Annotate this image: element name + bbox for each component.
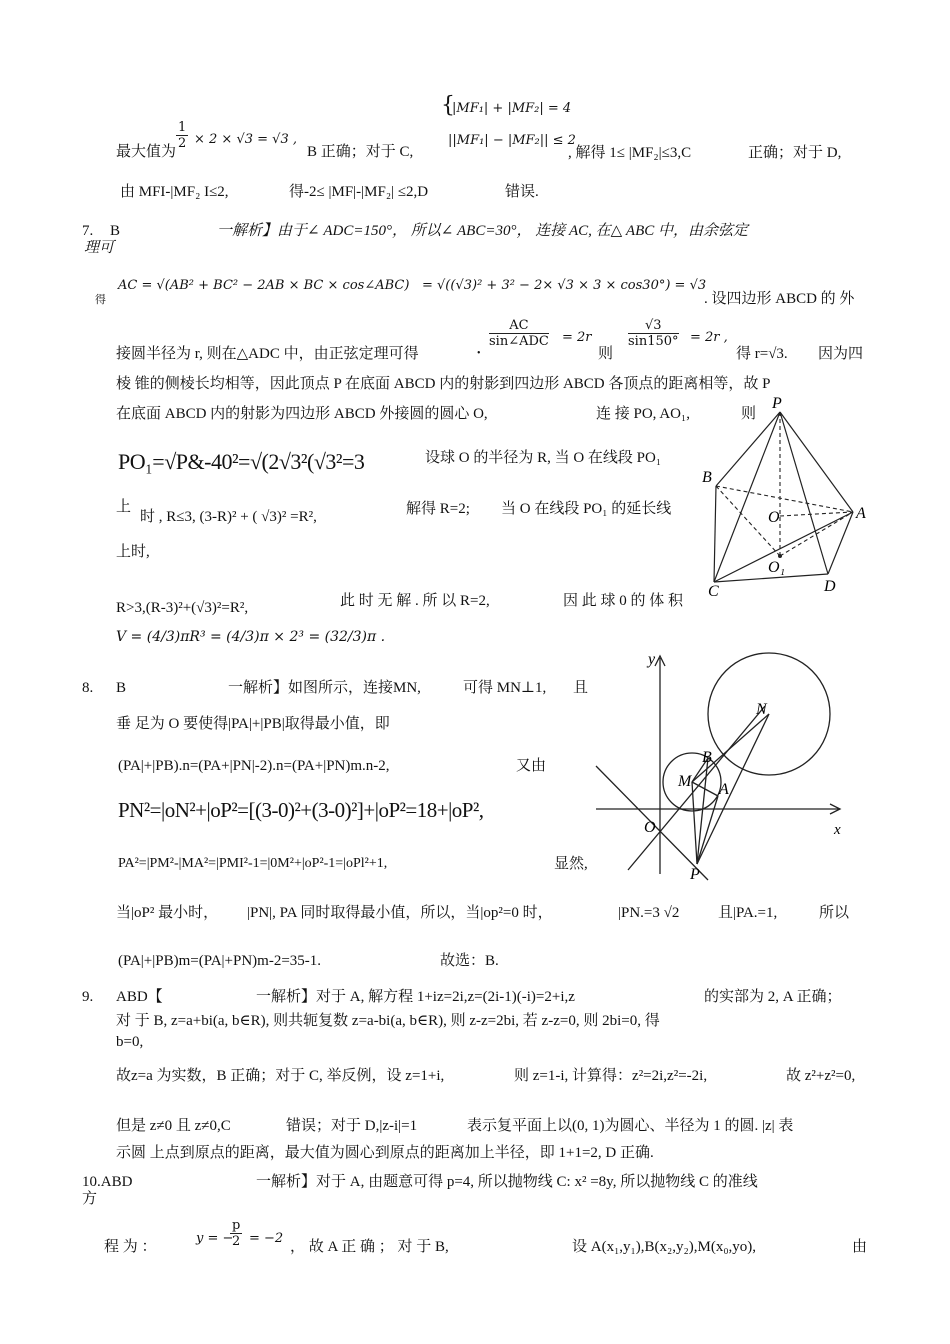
p6-line2-a: 由 MFI-|MF₂ I≤2,: [120, 184, 229, 200]
label-A: A: [719, 781, 729, 798]
system-eq2: ||MF₁| − |MF₂|| ≤ 2: [448, 133, 576, 148]
q7-volume: V = (4/3)πR³ = (4/3)π × 2³ = (32/3)π .: [116, 629, 386, 645]
q7-line4-b: 则: [598, 346, 614, 362]
label-P: P: [690, 866, 700, 883]
q7-line4-c: 得 r=√3.: [736, 346, 788, 362]
q7-de: 得: [95, 294, 106, 306]
q8-line1-c: 且: [573, 680, 589, 696]
q9-line2: 对 于 B, z=a+bi(a, b∈R), 则共轭复数 z=a-bi(a, b∈R), 则 z-z=2bi, 若 z-z=0, 则 2bi=0, 得: [116, 1013, 660, 1029]
q10-number: 10.ABD: [82, 1174, 133, 1190]
q7-cosine-formula: AC = √(AB² + BC² − 2AB × BC × cos∠ABC): [118, 278, 410, 293]
q9-line4-a: 故z=a 为实数，B 正确；对于 C, 举反例，设 z=1+i,: [116, 1068, 445, 1084]
label-B: B: [702, 469, 712, 486]
q7-line8-d: 当 O 在线段 PO₁ 的延长线: [501, 501, 672, 517]
fraction-denominator: 2: [178, 136, 187, 151]
q7-sin150-eq: = 2r ,: [690, 330, 728, 345]
q7-line5: 棱 锥的侧棱长均相等，因此顶点 P 在底面 ABCD 内的射影到四边形 ABCD 各顶点的距离相等，故 P: [116, 376, 771, 392]
q7-line10-b: 此 时 无 解 . 所 以 R=2,: [340, 593, 490, 609]
fraction-numerator: p: [232, 1218, 241, 1233]
q9-line4-b: 则 z=1-i, 计算得：z²=2i,z²=-2i,: [514, 1068, 708, 1084]
q8-line6-a: (PA|+|PB)m=(PA|+PN)m-2=35-1.: [118, 953, 322, 969]
pyramid-figure: [700, 395, 880, 600]
q10-line2-b: ， 故 A 正 确 ； 对 于 B,: [290, 1239, 449, 1255]
q8-line3-b: 又由: [516, 758, 547, 774]
label-B: B: [702, 749, 712, 766]
p6-line1-lead: 最大值为: [116, 144, 177, 160]
q7-answer: B: [110, 223, 121, 239]
axis-x-label: x: [834, 822, 841, 838]
q7-line8-a: 上: [116, 499, 132, 515]
q9-line1-b: 的实部为 2, A 正确；: [704, 989, 842, 1005]
q7-line10-a: R>3,(R-3)²+(√3)²=R²,: [116, 600, 249, 616]
q8-line4-a: PA²=|PM²-|MA²=|PMI²-1=|0M²+|oP²-1=|oPl²+1,: [118, 856, 388, 871]
q7-line4-d: 因为四: [818, 346, 864, 362]
p6-line2-b: 得-2≤ |MF|-|MF₂| ≤2,D: [289, 184, 429, 200]
label-C: C: [708, 583, 719, 600]
q7-sin150-fraction: [628, 318, 679, 349]
p6-correct-d: 正确；对于 D,: [748, 145, 842, 161]
q7-sine-fraction: [489, 318, 549, 349]
q7-line10-c: 因 此 球 0 的 体 积: [563, 593, 684, 609]
q10-line1-b: 方: [82, 1191, 98, 1207]
system-brace: {: [441, 93, 455, 118]
q10-p-over-2: [230, 1218, 242, 1249]
q8-number: 8.: [82, 680, 94, 696]
label-N: N: [756, 701, 767, 718]
fraction-denominator: 2: [232, 1234, 241, 1249]
fraction-numerator: 1: [178, 120, 187, 135]
q8-line1-b: 可得 MN⊥1,: [463, 680, 547, 696]
label-D: D: [824, 578, 836, 595]
fraction-numerator: √3: [628, 318, 679, 334]
label-O1: O₁: [768, 559, 786, 576]
q7-line8-c: 解得 R=2;: [406, 501, 470, 517]
q7-line6-b: 连 接 PO, AO₁,: [596, 406, 690, 422]
q8-line6-b: 故选：B.: [440, 953, 499, 969]
label-origin: O: [644, 819, 656, 836]
q9-line3: b=0,: [116, 1034, 144, 1050]
p6-line2-c: 错误.: [505, 184, 539, 200]
system-eq1: |MF₁| + |MF₂| = 4: [452, 101, 572, 116]
q10-line2-a: 程 为 ：: [104, 1239, 157, 1255]
fraction-denominator: sin150°: [628, 334, 679, 349]
q9-line5-a: 但是 z≠0 且 z≠0,C: [116, 1118, 231, 1134]
q8-line4-b: 显然,: [554, 856, 588, 872]
fraction-numerator: AC: [489, 318, 549, 334]
p6-half-fraction: [176, 120, 188, 151]
p6-b-correct: B 正确；对于 C,: [307, 144, 414, 160]
label-O: O: [768, 509, 780, 526]
q10-line2-c: 设 A(x₁,y₁),B(x₂,y₂),M(x₀,yo),: [572, 1239, 757, 1255]
q7-line9: 上时,: [116, 544, 150, 560]
q9-line5-c: 表示复平面上以(0, 1)为圆心、半径为 1 的圆. |z| 表: [467, 1118, 794, 1134]
q10-line2-d: 由: [852, 1239, 868, 1255]
q9-line5-b: 错误；对于 D,|z-i|=1: [286, 1118, 418, 1134]
p6-max-expression: × 2 × √3 = √3 ,: [194, 132, 297, 147]
q10-eq-post: = −2: [249, 1231, 284, 1246]
p6-solve-c: , 解得 1≤ |MF₂|≤3,C: [568, 145, 692, 161]
q7-heading: 一解析】由于∠ ADC=150°， 所以∠ ABC=30°， 连接 AC, 在△ ABC 中，由余弦定: [217, 223, 748, 239]
q9-answer: ABD【: [116, 989, 163, 1005]
q7-sine-eq: = 2r: [562, 330, 592, 345]
q8-line2: 垂 足为 O 要使得|PA|+|PB|取得最小值，即: [116, 716, 390, 732]
q7-line8-b: 时 , R≤3, (3-R)² + ( √3)² =R²,: [140, 509, 317, 525]
label-M: M: [678, 773, 692, 790]
q8-line3-a: (PA|+|PB).n=(PA+|PN|-2).n=(PA+|PN)m.n-2,: [118, 758, 390, 774]
q8-line5-c: |PN.=3 √2: [618, 905, 680, 921]
q8-line5-a: 当|oP² 最小时，: [116, 905, 219, 921]
q9-line6: 示圆 上点到原点的距离，最大值为圆心到原点的距离加上半径，即 1+1=2, D 正确.: [116, 1145, 654, 1161]
q10-line1-a: 一解析】对于 A, 由题意可得 p=4, 所以抛物线 C: x² =8y, 所以抛物线 C 的准线: [256, 1174, 758, 1190]
q7-heading-cont: 理可: [84, 240, 115, 256]
q7-line7: 设球 O 的半径为 R, 当 O 在线段 PO₁: [425, 450, 662, 466]
q9-number: 9.: [82, 989, 94, 1005]
q7-number: 7.: [82, 223, 94, 239]
label-A: A: [856, 505, 866, 522]
q10-eq-pre: y = −: [196, 1231, 234, 1246]
q7-cosine-eval: = √((√3)² + 3² − 2× √3 × 3 × cos30°) = √3: [422, 278, 707, 293]
q7-line3: . 设四边形 ABCD 的 外: [704, 291, 855, 307]
q7-line4-a: 接圆半径为 r, 则在△ADC 中，由正弦定理可得: [116, 346, 419, 362]
bullet-dot: •: [477, 348, 481, 359]
axis-y-label: y: [648, 651, 656, 668]
q8-line1-a: 一解析】如图所示，连接MN,: [228, 680, 421, 696]
q9-line4-c: 故 z²+z²=0,: [786, 1068, 856, 1084]
q8-line5-b: |PN|, PA 同时取得最小值，所以，当|op²=0 时，: [247, 905, 553, 921]
q8-line5-d: 且|PA.=1,: [718, 905, 778, 921]
q8-line5-e: 所以: [819, 905, 850, 921]
q7-line6-a: 在底面 ABCD 内的射影为四边形 ABCD 外接圆的圆心 O,: [116, 406, 488, 422]
label-P: P: [772, 395, 782, 412]
q7-line6-c: 则: [741, 406, 757, 422]
circle-coordinate-figure: [590, 646, 860, 886]
q9-line1-a: 一解析】对于 A, 解方程 1+iz=2i,z=(2i-1)(-i)=2+i,z: [256, 989, 575, 1005]
q7-po1-formula: PO₁=√P&-40²=√(2√3²(√3²=3: [118, 449, 365, 474]
q8-pn-formula: PN²=|oN²+|oP²=[(3-0)²+(3-0)²]+|oP²=18+|oP²,: [118, 798, 484, 822]
fraction-denominator: sin∠ADC: [489, 334, 549, 349]
q8-answer: B: [116, 680, 127, 696]
